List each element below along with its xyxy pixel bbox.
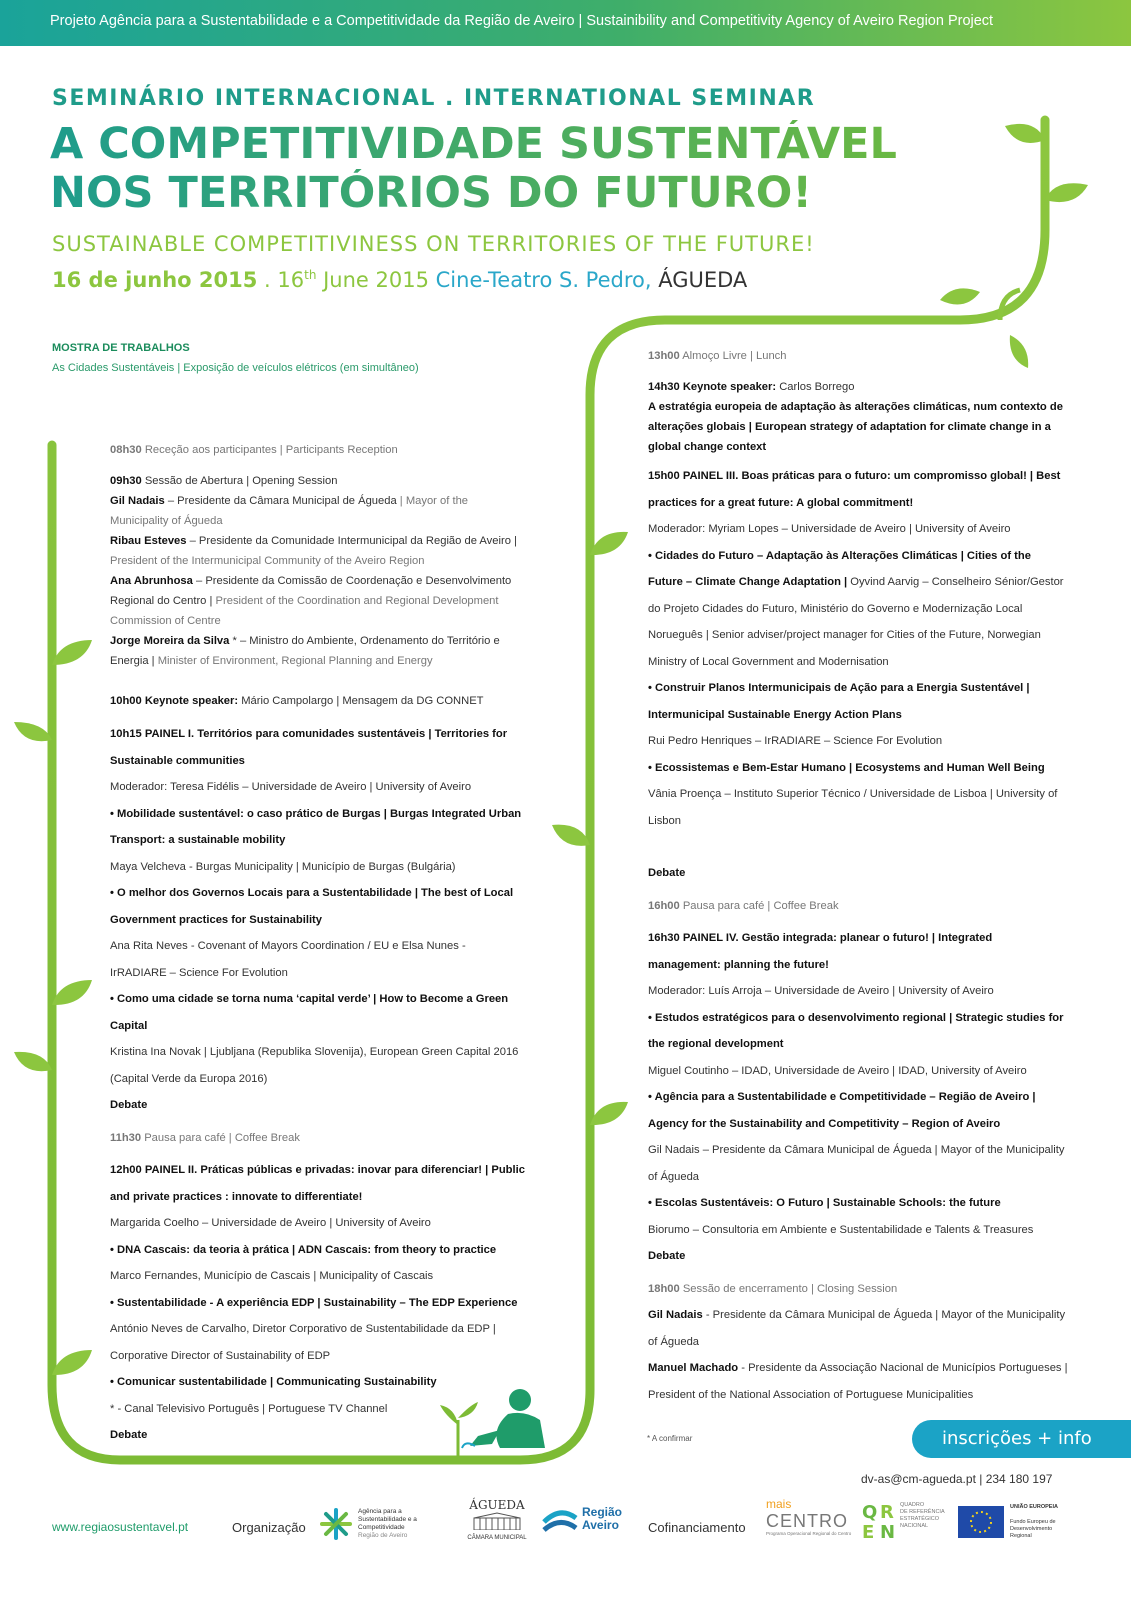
qren-line2: DE REFERÊNCIA <box>900 1509 945 1515</box>
contact-info[interactable]: dv-as@cm-agueda.pt | 234 180 197 <box>861 1472 1053 1486</box>
venue: Cine-Teatro S. Pedro, <box>435 268 652 292</box>
session-0830: 08h30 Receção aos participantes | Participants Reception <box>110 444 398 456</box>
seminar-kicker: SEMINÁRIO INTERNACIONAL . INTERNATIONAL SEMINAR <box>52 86 816 111</box>
speaker-ribau-esteves: Ribau Esteves – Presidente da Comunidade Intermunicipal da Região de Aveiro | President of the Intermunicipal Community of the Aveiro Region <box>110 535 517 567</box>
svg-text:Q: Q <box>862 1502 878 1523</box>
session-1430-topic: A estratégia europeia de adaptação às alterações climáticas, num contexto de alterações globais | European strategy of adaptation for climate change in a global change context <box>648 401 1063 453</box>
svg-text:N: N <box>880 1522 896 1540</box>
session-1300: 13h00 Almoço Livre | Lunch <box>648 350 787 362</box>
exhibition-heading: MOSTRA DE TRABALHOS <box>52 342 190 354</box>
mais-centro-line1: mais <box>766 1497 792 1511</box>
session-1630: 16h30 PAINEL IV. Gestão integrada: planear o futuro! | Integrated management: planning the future! <box>648 932 993 971</box>
item-burgas-speaker: Maya Velcheva - Burgas Municipality | Município de Burgas (Bulgária) <box>110 860 456 873</box>
footer <box>0 1497 1131 1590</box>
item-schools-speaker: Biorumo – Consultoria em Ambiente e Sustentabilidade e Talents & Treasures <box>648 1223 1034 1236</box>
qren-logo <box>862 1498 952 1548</box>
city: ÁGUEDA <box>651 268 748 292</box>
qren-mark-icon <box>862 1500 898 1540</box>
item-dna-cascais-speaker: Marco Fernandes, Município de Cascais | Municipality of Cascais <box>110 1270 434 1282</box>
item-energy-plans-speaker: Rui Pedro Henriques – IrRADIARE – Science For Evolution <box>648 735 943 747</box>
agency-logo-line2: Sustentabilidade e a Competitividade <box>358 1516 417 1531</box>
date-en-day: 16 <box>277 268 305 292</box>
mais-centro-line3: Programa Operacional Regional do Centro <box>766 1531 852 1536</box>
speaker-jorge-moreira: Jorge Moreira da Silva * – Ministro do Ambiente, Ordenamento do Território e Energia | Minister of Environment, Regional Planning and Energy <box>110 635 500 667</box>
speaker-gil-nadais: Gil Nadais – Presidente da Câmara Municipal de Águeda | Mayor of the Municipality of Águeda <box>110 495 469 527</box>
cofinancing-label: Cofinanciamento <box>648 1520 746 1535</box>
item-strategic-studies: • Estudos estratégicos para o desenvolvimento regional | Strategic studies for the regional development <box>648 1011 1064 1050</box>
program-left-column <box>110 440 525 1449</box>
agueda-logo-sub: CÂMARA MUNICIPAL <box>467 1535 527 1541</box>
closing-gil-nadais: Gil Nadais - Presidente da Câmara Municipal de Águeda | Mayor of the Municipality of Águeda <box>648 1309 1066 1348</box>
agency-logo <box>318 1502 448 1546</box>
item-communicating-speaker: * - Canal Televisivo Português | Portuguese TV Channel <box>110 1402 388 1415</box>
svg-text:E: E <box>862 1522 875 1540</box>
agency-logo-line1: Agência para a <box>358 1508 402 1515</box>
agency-logo-line3: Região de Aveiro <box>358 1532 408 1539</box>
agency-star-icon <box>318 1506 354 1542</box>
eu-line1: UNIÃO EUROPEIA <box>1010 1504 1058 1510</box>
item-agency: • Agência para a Sustentabilidade e Competitividade – Região de Aveiro | Agency for the Sustainability and Competitivity – Region of Aveiro <box>648 1091 1036 1130</box>
regiao-aveiro-logo <box>542 1502 622 1546</box>
item-strategic-studies-speaker: Miguel Coutinho – IDAD, Universidade de Aveiro | IDAD, University of Aveiro <box>648 1064 1027 1077</box>
session-1015: 10h15 PAINEL I. Territórios para comunidades sustentáveis | Territories for Sustainable communities <box>110 728 508 767</box>
item-ecosystems-speaker: Vânia Proença – Instituto Superior Técnico / Universidade de Lisboa | University of Lisbon <box>648 788 1058 827</box>
moderator-1: Moderador: Teresa Fidélis – Universidade de Aveiro | University of Aveiro <box>110 781 472 793</box>
moderator-2: Margarida Coelho – Universidade de Aveiro | University of Aveiro <box>110 1217 431 1229</box>
agueda-building-icon <box>472 1512 522 1530</box>
item-local-gov-speaker: Ana Rita Neves - Covenant of Mayors Coordination / EU e Elsa Nunes - IrRADIARE – Science For Evolution <box>110 940 466 979</box>
eu-flag-icon <box>958 1506 1004 1538</box>
speaker-ana-abrunhosa: Ana Abrunhosa – Presidente da Comissão de Coordenação e Desenvolvimento Regional do Centro | President of the Coordination and Regional Development Commission of Centre <box>110 575 512 627</box>
agueda-logo <box>462 1498 532 1548</box>
debate-4: Debate <box>648 1250 686 1262</box>
item-cities-future: • Cidades do Futuro – Adaptação às Alterações Climáticas | Cities of the Future – Climate Change Adaptation | Oyvind Aarvig – Conselheiro Sénior/Gestor do Projeto Cidades do Futuro, Ministério do Governo e Modernização Local Norueguês | Senior adviser/project manager for Cities of the Future, Norwegian Ministry of Local Government and Modernisation <box>648 549 1064 668</box>
eu-logo <box>958 1502 1068 1546</box>
date-sep: . <box>257 268 278 292</box>
item-edp-speaker: António Neves de Carvalho, Diretor Corporativo de Sustentabilidade da EDP | Corporative Director of Sustainability of EDP <box>110 1323 496 1362</box>
mais-centro-logo <box>766 1498 856 1548</box>
mais-centro-line2: CENTRO <box>766 1511 848 1531</box>
date-en-suffix: th <box>304 268 317 282</box>
item-ecosystems: • Ecossistemas e Bem-Estar Humano | Ecosystems and Human Well Being <box>648 761 1045 774</box>
item-green-capital-speaker: Kristina Ina Novak | Ljubljana (Republika Slovenija), European Green Capital 2016 (Capital Verde da Europa 2016) <box>110 1046 519 1085</box>
register-info-button[interactable]: inscrições + info <box>912 1420 1131 1458</box>
eu-line2: Fundo Europeu de Desenvolvimento Regional <box>1010 1519 1056 1539</box>
item-dna-cascais: • DNA Cascais: da teoria à prática | ADN Cascais: from theory to practice <box>110 1243 497 1256</box>
session-1130: 11h30 Pausa para café | Coffee Break <box>110 1131 300 1144</box>
session-0930: 09h30 Sessão de Abertura | Opening Session <box>110 475 338 487</box>
closing-manuel-machado: Manuel Machado - Presidente da Associação Nacional de Municípios Portugueses | President of the National Association of Portuguese Municipalities <box>648 1362 1068 1401</box>
organization-label: Organização <box>232 1520 306 1535</box>
session-1600: 16h00 Pausa para café | Coffee Break <box>648 899 839 912</box>
qren-line3: ESTRATÉGICO <box>900 1516 940 1522</box>
qren-line4: NACIONAL <box>900 1523 929 1529</box>
svg-text:R: R <box>880 1502 894 1523</box>
regiao-aveiro-line1: Região <box>582 1505 623 1519</box>
item-green-capital: • Como uma cidade se torna numa ‘capital verde’ | How to Become a Green Capital <box>110 993 509 1032</box>
exhibition-info <box>52 342 552 374</box>
debate-2: Debate <box>110 1429 148 1441</box>
item-schools: • Escolas Sustentáveis: O Futuro | Sustainable Schools: the future <box>648 1197 1001 1209</box>
program-right-column <box>648 346 1068 1408</box>
debate-3: Debate <box>648 867 686 879</box>
session-1430: 14h30 Keynote speaker: Carlos Borrego <box>648 381 855 393</box>
item-agency-speaker: Gil Nadais – Presidente da Câmara Municipal de Águeda | Mayor of the Municipality of Águeda <box>648 1144 1065 1183</box>
session-1800: 18h00 Sessão de encerramento | Closing Session <box>648 1282 898 1295</box>
moderator-3: Moderador: Myriam Lopes – Universidade de Aveiro | University of Aveiro <box>648 523 1011 535</box>
page-subtitle: SUSTAINABLE COMPETITIVINESS ON TERRITORIES OF THE FUTURE! <box>52 232 815 256</box>
item-communicating: • Comunicar sustentabilidade | Communicating Sustainability <box>110 1376 437 1388</box>
confirm-note: * A confirmar <box>647 1434 693 1443</box>
item-burgas: • Mobilidade sustentável: o caso prático de Burgas | Burgas Integrated Urban Transport: a sustainable mobility <box>110 807 522 846</box>
title-line-2: NOS TERRITÓRIOS DO FUTURO! <box>50 169 897 218</box>
exhibition-text: As Cidades Sustentáveis | Exposição de veículos elétricos (em simultâneo) <box>52 362 419 374</box>
date-en: June 2015 <box>316 268 436 292</box>
website-link[interactable]: www.regiaosustentavel.pt <box>52 1520 189 1534</box>
session-1200: 12h00 PAINEL II. Práticas públicas e privadas: inovar para diferenciar! | Public and private practices : innovate to differentiate! <box>110 1164 525 1203</box>
moderator-4: Moderador: Luís Arroja – Universidade de Aveiro | University of Aveiro <box>648 985 994 997</box>
item-local-gov: • O melhor dos Governos Locais para a Sustentabilidade | The best of Local Government practices for Sustainability <box>110 887 514 926</box>
item-edp: • Sustentabilidade - A experiência EDP | Sustainability – The EDP Experience <box>110 1296 518 1309</box>
date-venue-line <box>52 268 747 292</box>
regiao-aveiro-wave-icon <box>542 1504 578 1540</box>
title-line-1: A COMPETITIVIDADE SUSTENTÁVEL <box>50 119 897 169</box>
page-title <box>50 120 897 218</box>
debate-1: Debate <box>110 1099 148 1111</box>
agueda-logo-name: ÁGUEDA <box>469 1498 525 1512</box>
item-energy-plans: • Construir Planos Intermunicipais de Ação para a Energia Sustentável | Intermunicipal Sustainable Energy Action Plans <box>648 682 1030 721</box>
banner-text: Projeto Agência para a Sustentabilidade e a Competitividade da Região de Aveiro | Sustainibility and Competitivity Agency of Aveiro Region Project <box>50 13 994 29</box>
qren-line1: QUADRO <box>900 1502 925 1508</box>
session-1000: 10h00 Keynote speaker: Mário Campolargo | Mensagem da DG CONNET <box>110 695 484 707</box>
regiao-aveiro-line2: Aveiro <box>582 1518 619 1532</box>
session-1500: 15h00 PAINEL III. Boas práticas para o futuro: um compromisso global! | Best practices for a great future: A global commitment! <box>648 470 1061 509</box>
date-pt: 16 de junho 2015 <box>52 268 258 292</box>
